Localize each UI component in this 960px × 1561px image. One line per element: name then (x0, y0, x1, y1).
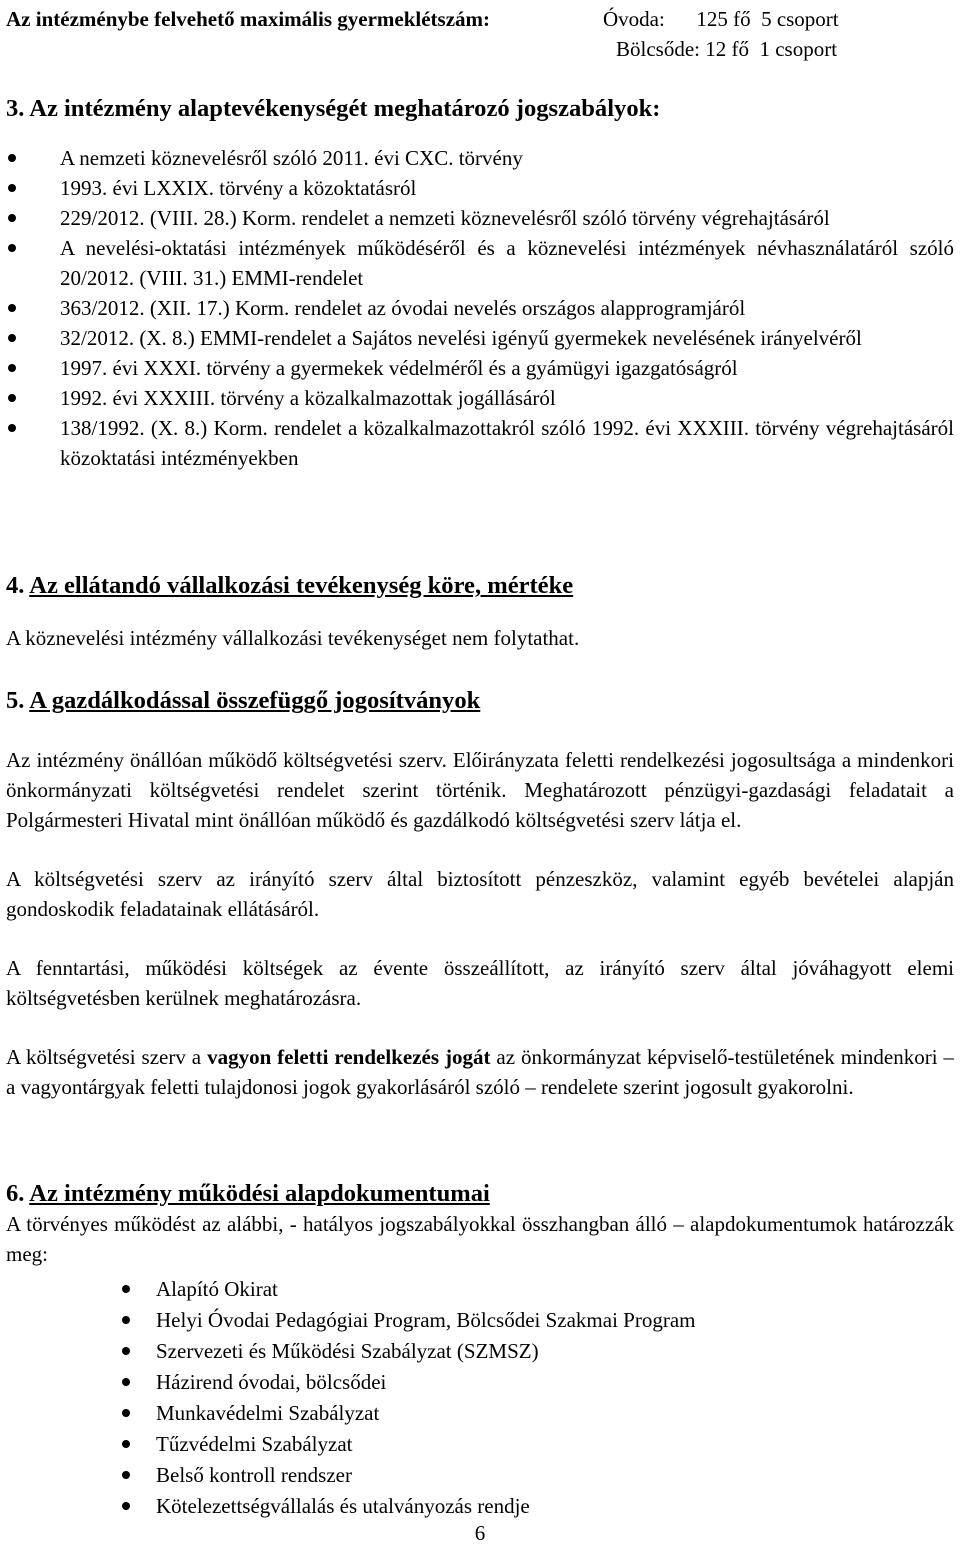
list-item (6, 353, 954, 383)
section-6-title: Az intézmény működési alapdokumentumai (29, 1180, 490, 1207)
section-6-number: 6. (6, 1180, 25, 1207)
paragraph: A fenntartási, működési költségek az évente összeállított, az irányító szerv által jóváhagyott elemi költségvetésben kerülnek meghatározásra. (6, 956, 954, 1010)
bullet-icon (122, 1316, 130, 1324)
list-item (6, 1274, 954, 1305)
bullet-icon (122, 1378, 130, 1386)
list-item (6, 323, 954, 353)
capacity-kindergarten: Óvoda: 125 fő 5 csoport (603, 7, 839, 31)
section-6-heading (6, 1179, 954, 1209)
list-item (6, 1429, 954, 1460)
laws-list (6, 143, 954, 473)
section-5-heading (6, 686, 954, 716)
section-4 (6, 571, 954, 653)
list-item (6, 413, 954, 473)
bullet-icon (122, 1502, 130, 1510)
list-item-text: 32/2012. (X. 8.) EMMI-rendelet a Sajátos nevelési igényű gyermekek nevelésének irányelvéről (60, 326, 862, 350)
section-5-title: A gazdálkodással összefüggő jogosítványok (29, 687, 481, 714)
list-item-text: A nevelési-oktatási intézmények működéséről és a köznevelési intézmények névhasználatáról szóló 20/2012. (VIII. 31.) EMMI-rendelet (60, 236, 954, 290)
list-item (6, 143, 954, 173)
section-4-number: 4. (6, 572, 25, 599)
list-item-text: 1992. évi XXXIII. törvény a közalkalmazottak jogállásáról (60, 386, 556, 410)
list-item (6, 293, 954, 323)
section-4-heading (6, 571, 954, 601)
list-item-text: Alapító Okirat (156, 1277, 278, 1301)
paragraph-text: az önkormányzat képviselő-testületének mindenkori – a vagyontárgyak feletti tulajdonosi jogok gyakorlásáról szóló – rendelete szerint jogosult gyakorolni. (6, 1045, 955, 1099)
list-item (6, 1367, 954, 1398)
list-item (6, 1336, 954, 1367)
list-item-text: 1997. évi XXXI. törvény a gyermekek védelméről és a gyámügyi igazgatóságról (60, 356, 738, 380)
bullet-icon (8, 394, 16, 402)
bullet-icon (8, 364, 16, 372)
list-item (6, 383, 954, 413)
section-3 (6, 94, 954, 473)
capacity-nursery: Bölcsőde: 12 fő 1 csoport (616, 37, 838, 61)
section-5-number: 5. (6, 687, 25, 714)
bullet-icon (8, 304, 16, 312)
bullet-icon (8, 184, 16, 192)
list-item-text: Házirend óvodai, bölcsődei (156, 1370, 387, 1394)
bullet-icon (122, 1285, 130, 1293)
paragraph-text: A költségvetési szerv a (6, 1045, 208, 1069)
bullet-icon (122, 1440, 130, 1448)
paragraph-bold-text: vagyon feletti rendelkezés jogát (207, 1045, 491, 1069)
capacity-label: Az intézménybe felvehető maximális gyermeklétszám: (6, 7, 491, 31)
capacity-info (6, 4, 886, 64)
bullet-icon (8, 214, 16, 222)
bullet-icon (122, 1409, 130, 1417)
list-item-text: Helyi Óvodai Pedagógiai Program, Bölcsődei Szakmai Program (156, 1308, 696, 1332)
list-item-text: Szervezeti és Működési Szabályzat (SZMSZ) (156, 1339, 539, 1363)
list-item-text: Munkavédelmi Szabályzat (156, 1401, 380, 1425)
section-3-heading: 3. Az intézmény alaptevékenységét meghatározó jogszabályok: (6, 95, 661, 122)
bullet-icon (122, 1471, 130, 1479)
list-item-text: A nemzeti köznevelésről szóló 2011. évi CXC. törvény (60, 146, 523, 170)
list-item-text: 1993. évi LXXIX. törvény a közoktatásról (60, 176, 417, 200)
paragraph: Az intézmény önállóan működő költségvetési szerv. Előirányzata feletti rendelkezési jogosultsága a mindenkori önkormányzati költségvetési rendelet szerint történik. Meghatározott pénzügyi-gazdasági feladatait a Polgármesteri Hivatal mint önállóan működő és gazdálkodó költségvetési szerv látja el. (6, 748, 954, 832)
bullet-icon (8, 154, 16, 162)
list-item (6, 1460, 954, 1491)
page-number: 6 (474, 1521, 486, 1545)
list-item-text: Tűzvédelmi Szabályzat (156, 1432, 353, 1456)
bullet-icon (8, 424, 16, 432)
list-item-text: Kötelezettségvállalás és utalványozás rendje (156, 1494, 530, 1518)
list-item (6, 1398, 954, 1429)
list-item (6, 173, 954, 203)
documents-list (6, 1274, 954, 1522)
bullet-icon (8, 334, 16, 342)
section-4-title: Az ellátandó vállalkozási tevékenység köre, mértéke (29, 572, 574, 599)
list-item (6, 1305, 954, 1336)
list-item-text: 363/2012. (XII. 17.) Korm. rendelet az óvodai nevelés országos alapprogramjáról (60, 296, 746, 320)
section-6 (6, 1179, 954, 1522)
bullet-icon (122, 1347, 130, 1355)
bullet-icon (8, 244, 16, 252)
list-item-text: 229/2012. (VIII. 28.) Korm. rendelet a nemzeti köznevelésről szóló törvény végrehajtásáról (60, 206, 830, 230)
list-item-text: 138/1992. (X. 8.) Korm. rendelet a közalkalmazottakról szóló 1992. évi XXXIII. törvény végrehajtásáról közoktatási intézményekben (60, 416, 954, 470)
section-5 (6, 686, 954, 1102)
section-4-text: A köznevelési intézmény vállalkozási tevékenységet nem folytathat. (6, 626, 580, 650)
list-item-text: Belső kontroll rendszer (156, 1463, 352, 1487)
section-6-intro: A törvényes működést az alábbi, - hatályos jogszabályokkal összhangban álló – alapdokumentumok határozzák meg: (6, 1212, 954, 1266)
paragraph (6, 1042, 954, 1102)
list-item (6, 233, 954, 293)
list-item (6, 203, 954, 233)
paragraph: A költségvetési szerv az irányító szerv által biztosított pénzeszköz, valamint egyéb bevételei alapján gondoskodik feladatainak ellátásáról. (6, 867, 954, 921)
